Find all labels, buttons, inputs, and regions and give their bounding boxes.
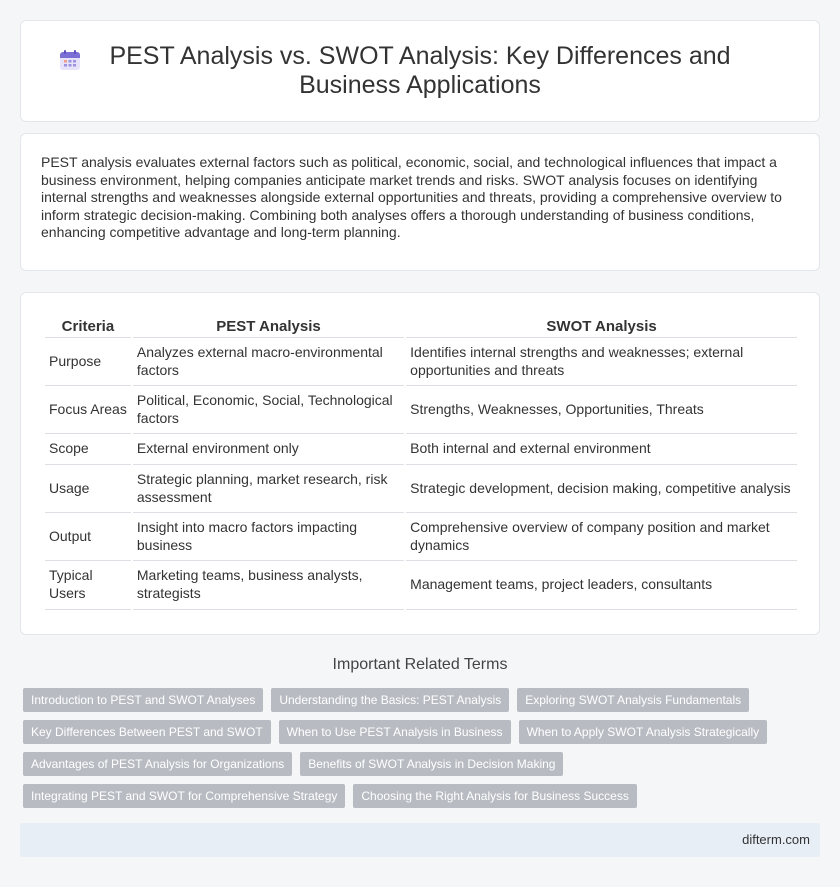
tag-row xyxy=(23,752,823,776)
table-row xyxy=(45,386,797,434)
related-term-tag[interactable]: When to Apply SWOT Analysis Strategically xyxy=(519,720,768,744)
table-cell-pest: Insight into macro factors impacting business xyxy=(133,513,404,561)
table-cell-swot: Both internal and external environment xyxy=(406,434,797,465)
table-cell-pest: Marketing teams, business analysts, strategists xyxy=(133,561,404,609)
footer xyxy=(20,823,820,857)
table-cell-swot: Management teams, project leaders, consultants xyxy=(406,561,797,609)
table-cell-swot: Comprehensive overview of company position and market dynamics xyxy=(406,513,797,561)
tag-row xyxy=(23,688,823,712)
table-cell-swot: Strategic development, decision making, competitive analysis xyxy=(406,465,797,513)
column-header-swot: SWOT Analysis xyxy=(406,313,797,338)
table-cell-swot: Strengths, Weaknesses, Opportunities, Threats xyxy=(406,386,797,434)
table-cell-pest: External environment only xyxy=(133,434,404,465)
table-header-row xyxy=(45,313,797,338)
header-card xyxy=(20,20,820,122)
table-cell-pest: Political, Economic, Social, Technological factors xyxy=(133,386,404,434)
page-title: PEST Analysis vs. SWOT Analysis: Key Differences and Business Applications xyxy=(109,42,731,99)
column-header-criteria: Criteria xyxy=(45,313,131,338)
table-cell-criteria: Scope xyxy=(45,434,131,465)
intro-card xyxy=(20,133,820,271)
related-term-tag[interactable]: Understanding the Basics: PEST Analysis xyxy=(271,688,509,712)
related-terms-list xyxy=(23,688,823,816)
table-row xyxy=(45,513,797,561)
footer-site-link[interactable]: difterm.com xyxy=(742,832,810,847)
related-term-tag[interactable]: Introduction to PEST and SWOT Analyses xyxy=(23,688,263,712)
tag-row xyxy=(23,784,823,808)
comparison-table-card xyxy=(20,292,820,635)
table-cell-criteria: Purpose xyxy=(45,338,131,386)
related-terms-title: Important Related Terms xyxy=(332,656,508,673)
related-term-tag[interactable]: Integrating PEST and SWOT for Comprehensive Strategy xyxy=(23,784,345,808)
tag-row xyxy=(23,720,823,744)
related-term-tag[interactable]: Advantages of PEST Analysis for Organizations xyxy=(23,752,292,776)
table-cell-criteria: Typical Users xyxy=(45,561,131,609)
related-term-tag[interactable]: Key Differences Between PEST and SWOT xyxy=(23,720,271,744)
intro-paragraph: PEST analysis evaluates external factors such as political, economic, social, and technological influences that impact a business environment, helping companies anticipate market trends and risks. SWOT analysis focuses on identifying internal strengths and weaknesses alongside external opportunities and threats, providing a comprehensive overview to inform strategic decision-making. Combining both analyses offers a thorough understanding of business conditions, enhancing competitive advantage and long-term planning. xyxy=(41,154,782,241)
table-cell-criteria: Output xyxy=(45,513,131,561)
table-cell-criteria: Usage xyxy=(45,465,131,513)
table-cell-pest: Analyzes external macro-environmental factors xyxy=(133,338,404,386)
table-cell-swot: Identifies internal strengths and weaknesses; external opportunities and threats xyxy=(406,338,797,386)
table-row xyxy=(45,465,797,513)
related-term-tag[interactable]: Choosing the Right Analysis for Business Success xyxy=(353,784,636,808)
column-header-pest: PEST Analysis xyxy=(133,313,404,338)
table-row xyxy=(45,338,797,386)
table-cell-pest: Strategic planning, market research, risk assessment xyxy=(133,465,404,513)
related-term-tag[interactable]: When to Use PEST Analysis in Business xyxy=(279,720,511,744)
table-row xyxy=(45,561,797,609)
table-cell-criteria: Focus Areas xyxy=(45,386,131,434)
related-term-tag[interactable]: Benefits of SWOT Analysis in Decision Making xyxy=(300,752,563,776)
comparison-table xyxy=(43,313,799,610)
table-row xyxy=(45,434,797,465)
related-term-tag[interactable]: Exploring SWOT Analysis Fundamentals xyxy=(517,688,749,712)
